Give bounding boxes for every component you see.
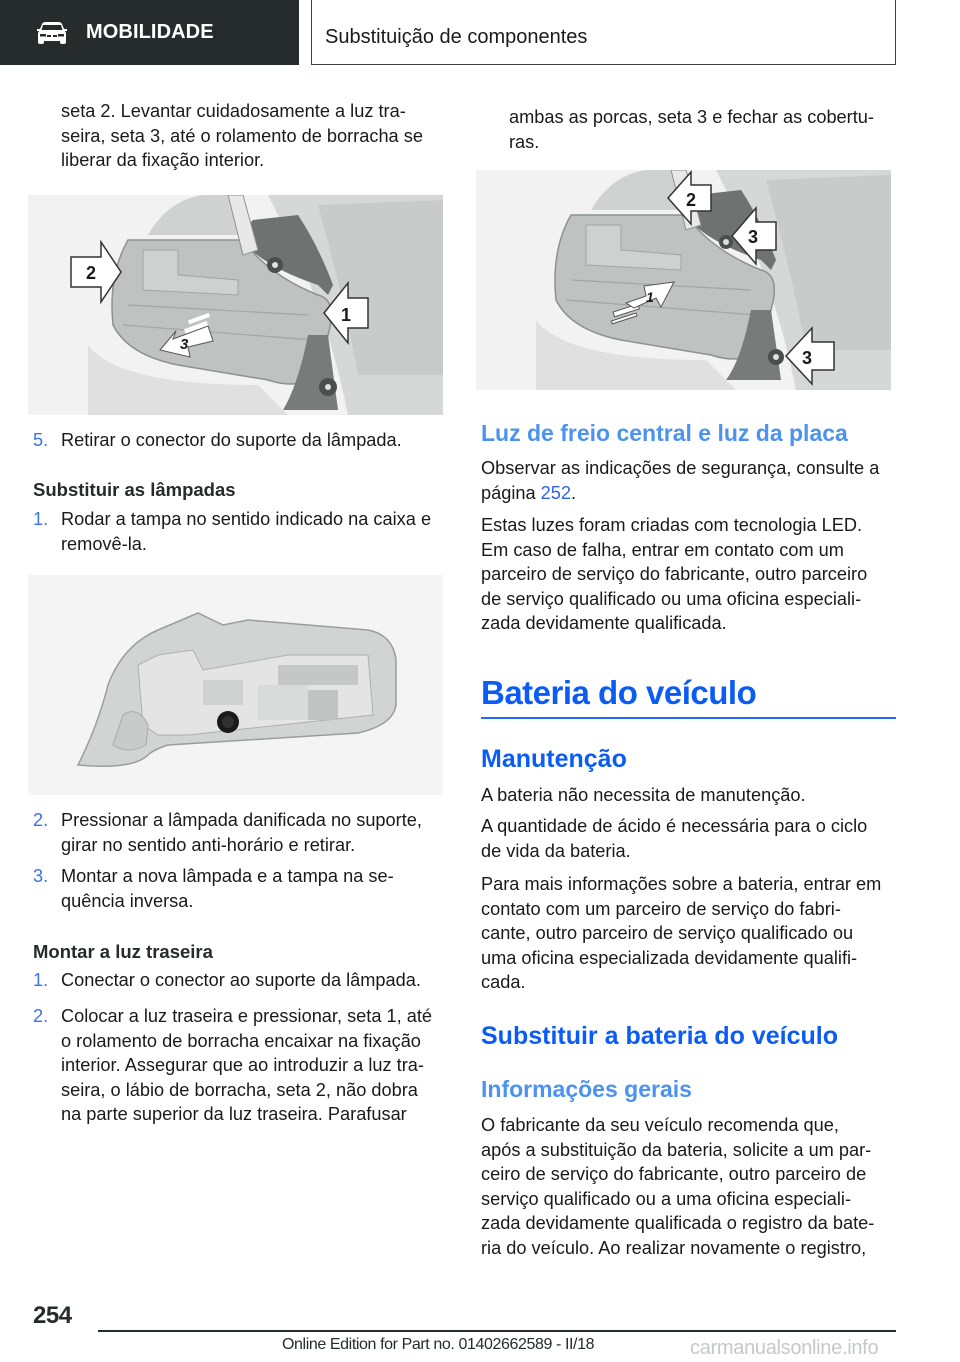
- text-line: Montar a nova lâmpada e a tampa na se-: [61, 866, 394, 886]
- footer-watermark[interactable]: carmanualsonline.info: [690, 1337, 879, 1359]
- text-line: Estas luzes foram criadas com tecnologia LED.: [481, 515, 863, 535]
- svg-text:1: 1: [341, 305, 352, 325]
- text-line: uma oficina especializada devidamente qualifi-: [481, 947, 858, 968]
- text-line: o rolamento de borracha encaixar na fixação: [61, 1030, 421, 1051]
- text-line: quência inversa.: [61, 890, 194, 911]
- list-text: Conectar o conector ao suporte da lâmpada.: [61, 970, 421, 990]
- list-number: 2.: [33, 810, 49, 830]
- car-icon: [36, 22, 68, 44]
- list-text: [61, 1004, 432, 1127]
- text-line: Pressionar a lâmpada danificada no suporte,: [61, 810, 422, 830]
- text-line: zada devidamente qualificada o registro da bate-: [481, 1213, 875, 1233]
- footer-rule: [98, 1330, 896, 1332]
- list-number: 1.: [33, 970, 49, 990]
- left-intro: [61, 99, 451, 173]
- text-line: ceiro de serviço do fabricante, outro parceiro de: [481, 1164, 867, 1184]
- text-line: seira, seta 3, até o rolamento de borracha se: [61, 125, 423, 146]
- text-line: removê-la.: [61, 533, 147, 554]
- text-line: cada.: [481, 972, 526, 992]
- text-line: cante, outro parceiro de serviço qualificado ou: [481, 923, 854, 943]
- text-line: ambas as porcas, seta 3 e fechar as cobertu-: [509, 107, 874, 127]
- svg-text:3: 3: [180, 336, 189, 353]
- figure-taillight-removal: [28, 195, 443, 415]
- right-intro: [509, 105, 899, 154]
- paragraph-battery-registration: [481, 1113, 901, 1260]
- list-number: 2.: [33, 1006, 49, 1026]
- list-text: [61, 808, 422, 857]
- list-item-mount-step-2: [33, 1004, 448, 1127]
- page-link-252[interactable]: 252: [540, 482, 572, 503]
- text-line: seta 2. Levantar cuidadosamente a luz tra-: [61, 101, 406, 121]
- list-item-step-2: [33, 808, 448, 857]
- text-line: Rodar a tampa no sentido indicado na caixa e: [61, 509, 432, 529]
- list-item-step-1: [33, 507, 448, 556]
- text-line: na parte superior da luz traseira. Parafusar: [61, 1104, 407, 1124]
- footer-edition: Online Edition for Part no. 01402662589 - II/18: [282, 1336, 595, 1353]
- text-line: zada devidamente qualificada.: [481, 613, 727, 633]
- list-item-step-3: [33, 864, 448, 913]
- text-line: seira, o lábio de borracha, seta 2, não dobra: [61, 1079, 418, 1100]
- subheading-mount-taillight: Montar a luz traseira: [33, 941, 213, 962]
- text-line: serviço qualificado ou a uma oficina especiali-: [481, 1188, 852, 1209]
- text-line: liberar da fixação interior.: [61, 150, 265, 170]
- figure-lamp-housing: [28, 575, 443, 795]
- text-line: Em caso de falha, entrar em contato com um: [481, 539, 844, 560]
- chapter-title: Substituição de componentes: [325, 26, 588, 48]
- text-line: ras.: [509, 131, 540, 152]
- paragraph-safety-ref: [481, 456, 901, 505]
- section-label: MOBILIDADE: [86, 21, 214, 43]
- text-line: Observar as indicações de segurança, consulte a: [481, 458, 880, 478]
- list-number: 1.: [33, 509, 49, 529]
- page-number: 254: [33, 1302, 72, 1329]
- text-line: após a substituição da bateria, solicite a um par-: [481, 1139, 872, 1160]
- text-line: interior. Assegurar que ao introduzir a luz tra-: [61, 1055, 424, 1075]
- list-item-mount-step-1: [33, 968, 448, 993]
- text-line: girar no sentido anti-horário e retirar.: [61, 834, 356, 855]
- text-line: ria do veículo. Ao realizar novamente o registro,: [481, 1237, 867, 1258]
- chapter-title-box: [311, 0, 896, 65]
- text-line: [481, 481, 901, 506]
- heading-brake-plate-light: Luz de freio central e luz da placa: [481, 420, 848, 446]
- list-text: Retirar o conector do suporte da lâmpada.: [61, 430, 402, 450]
- text-line: parceiro de serviço do fabricante, outro parceiro: [481, 564, 868, 584]
- chapter-heading-rule: [481, 717, 896, 719]
- text-line: A quantidade de ácido é necessária para o ciclo: [481, 816, 868, 836]
- text-fragment: página: [481, 482, 541, 503]
- text-line: O fabricante da seu veículo recomenda que,: [481, 1115, 839, 1135]
- text-line: de serviço qualificado ou uma oficina especiali-: [481, 588, 862, 609]
- figure-taillight-install: [476, 170, 891, 390]
- text-line: Colocar a luz traseira e pressionar, seta 1, até: [61, 1006, 433, 1026]
- section-tab-mobility: [0, 0, 299, 65]
- svg-text:3: 3: [802, 348, 813, 368]
- svg-text:2: 2: [86, 263, 97, 283]
- heading-maintenance: Manutenção: [481, 745, 627, 773]
- list-text: [61, 864, 394, 913]
- text-fragment: .: [571, 482, 577, 503]
- list-number: 5.: [33, 430, 49, 450]
- list-text: [61, 507, 431, 556]
- list-item-step-5: [33, 428, 448, 453]
- chapter-heading-battery: Bateria do veículo: [481, 674, 757, 711]
- list-number: 3.: [33, 866, 49, 886]
- heading-replace-battery: Substituir a bateria do veículo: [481, 1022, 839, 1050]
- svg-text:2: 2: [686, 190, 697, 210]
- paragraph-maintenance-free: A bateria não necessita de manutenção.: [481, 785, 806, 805]
- text-line: de vida da bateria.: [481, 840, 631, 861]
- subheading-general-info: Informações gerais: [481, 1076, 692, 1102]
- text-line: contato com um parceiro de serviço do fabri-: [481, 898, 841, 919]
- paragraph-acid: [481, 814, 901, 863]
- svg-text:3: 3: [748, 227, 759, 247]
- paragraph-more-info: [481, 872, 901, 995]
- svg-text:1: 1: [646, 289, 654, 305]
- subheading-replace-bulbs: Substituir as lâmpadas: [33, 479, 236, 500]
- paragraph-led-info: [481, 513, 901, 636]
- text-line: Para mais informações sobre a bateria, entrar em: [481, 874, 882, 894]
